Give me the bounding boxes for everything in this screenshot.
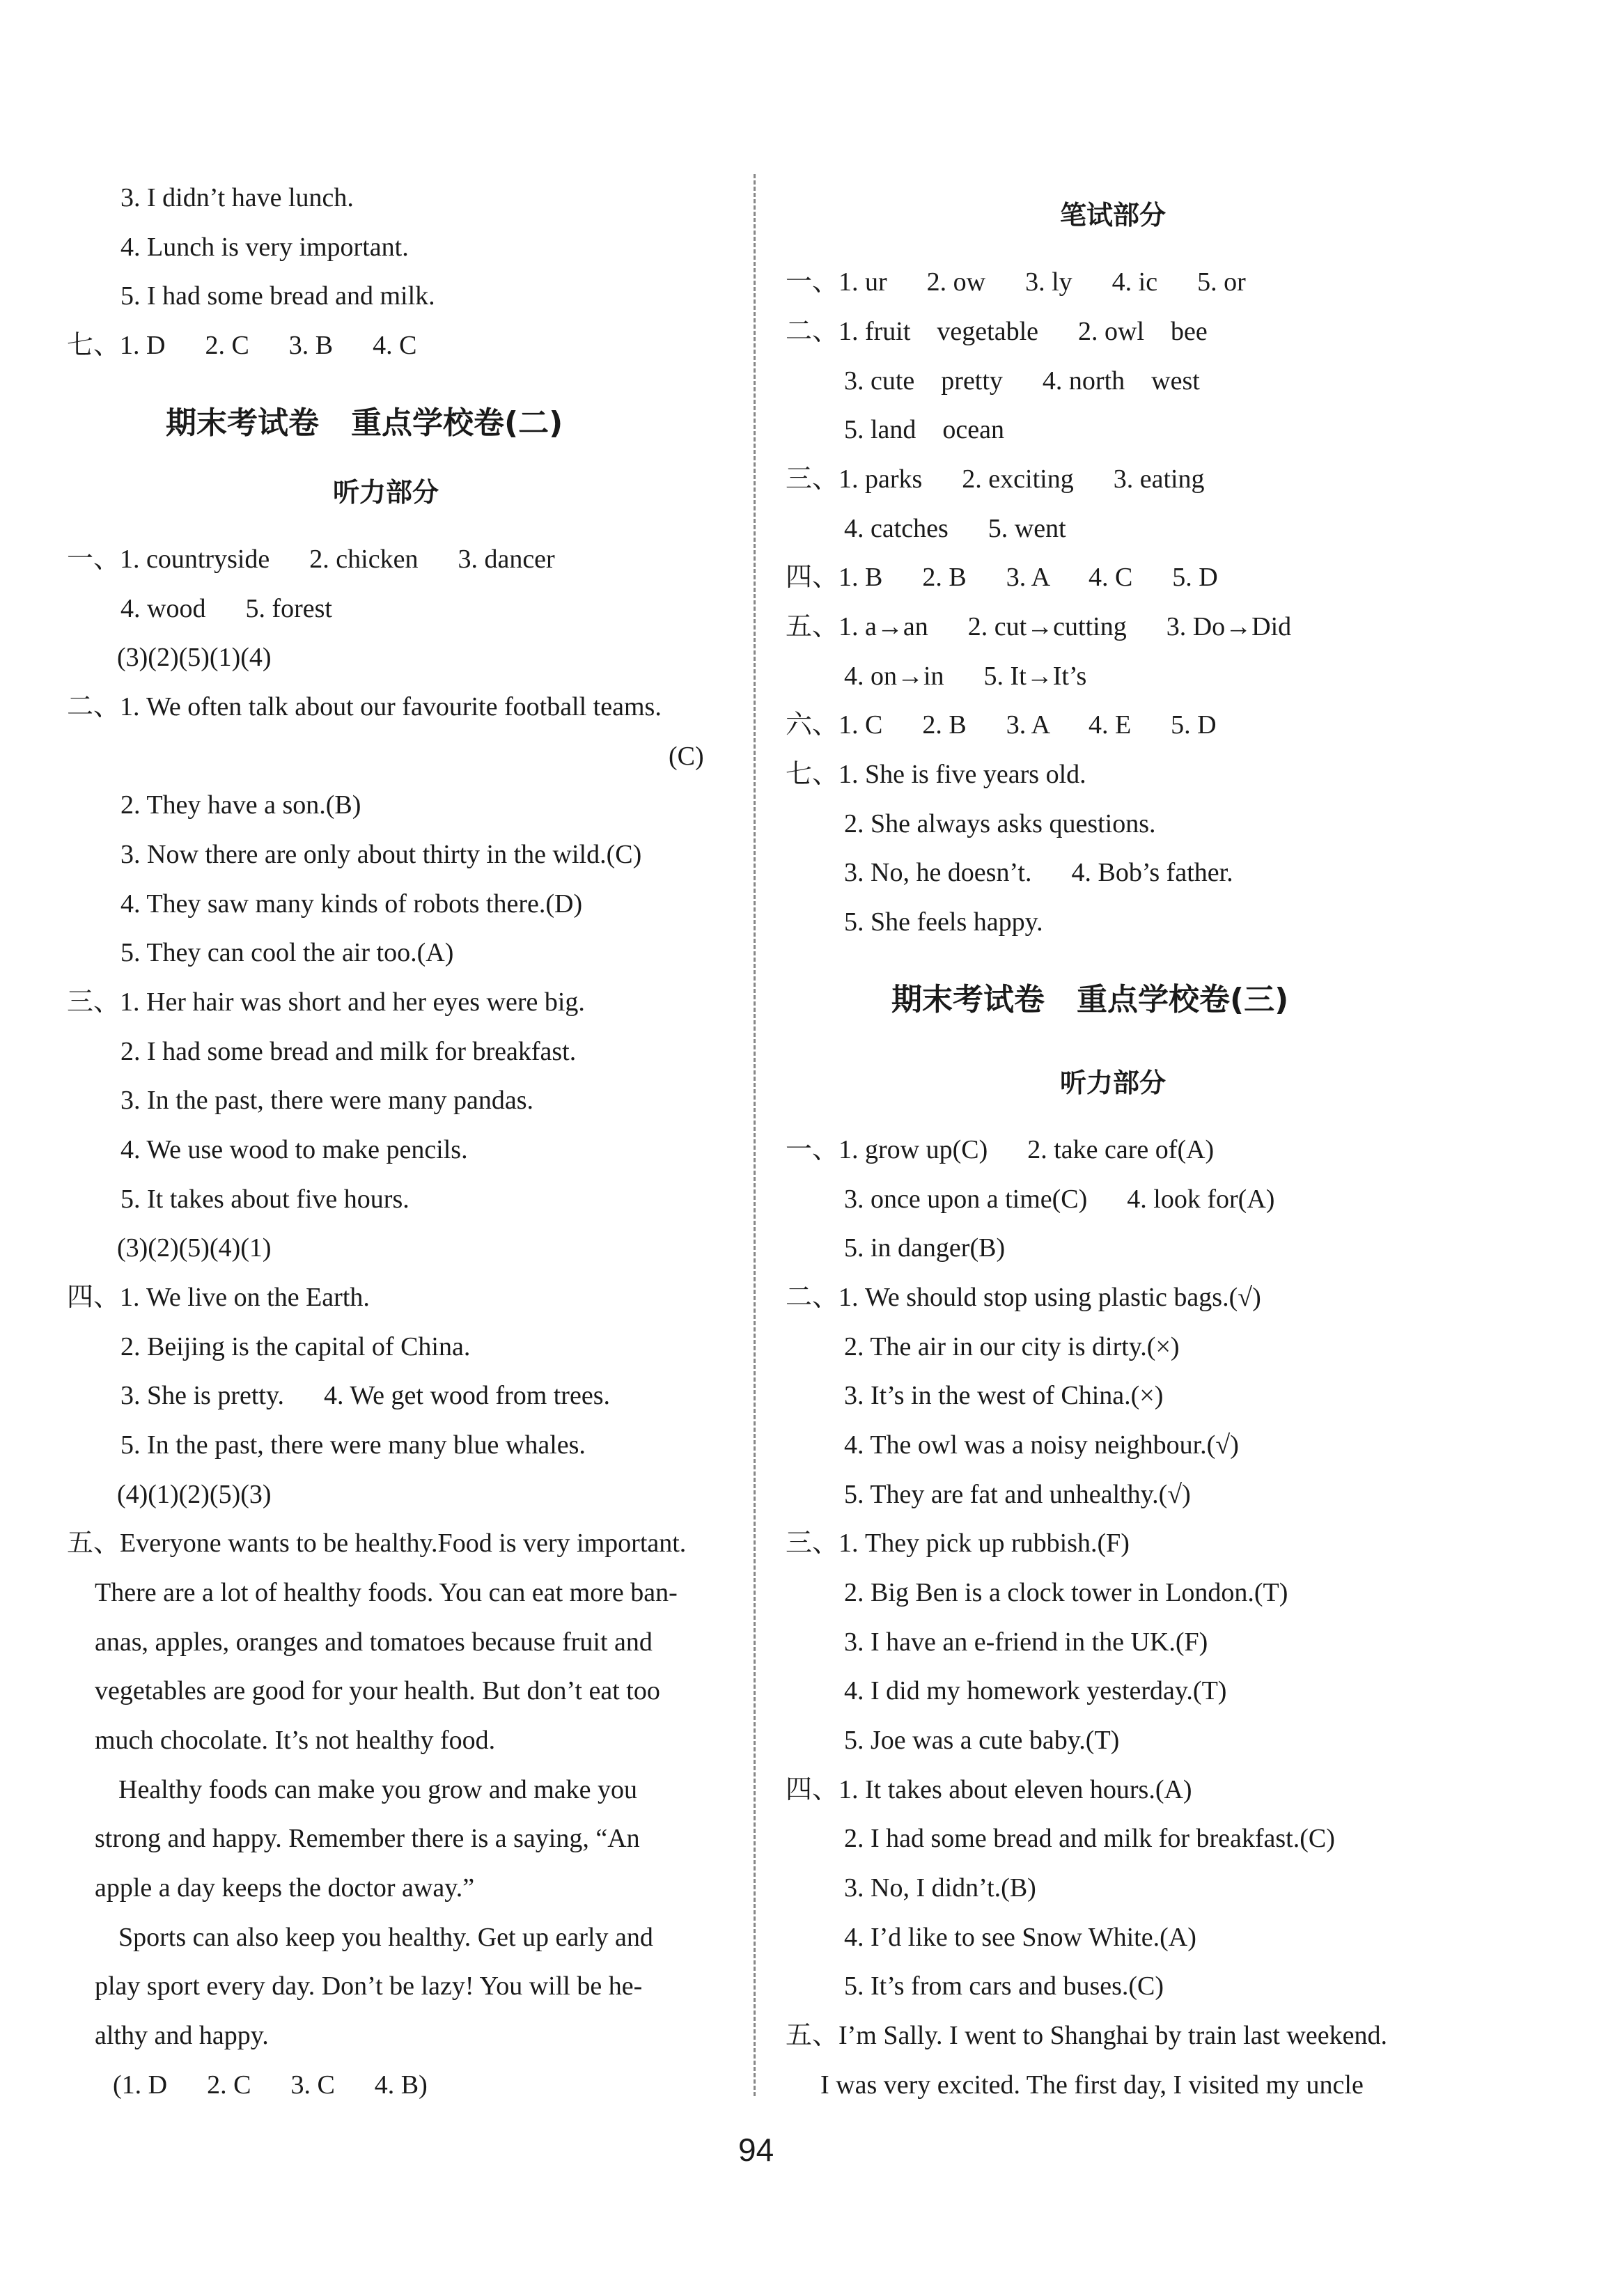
section-subtitle: 笔试部分 — [1060, 200, 1167, 231]
answer-line: (4)(1)(2)(5)(3) — [117, 1480, 272, 1509]
section-subtitle: 听力部分 — [333, 477, 439, 508]
answer-line: 3. No, he doesn’t. 4. Bob’s father. — [844, 858, 1233, 887]
answer-line: 3. cute pretty 4. north west — [844, 366, 1200, 396]
answer-line: 5. Joe was a cute baby.(T) — [844, 1726, 1120, 1755]
answer-line: 4. We use wood to make pencils. — [120, 1135, 468, 1164]
answer-line: play sport every day. Don’t be lazy! You will be he- — [95, 1971, 643, 2001]
answer-line: 2. The air in our city is dirty.(×) — [844, 1332, 1180, 1361]
answer-line: 3. I have an e-friend in the UK.(F) — [844, 1627, 1208, 1657]
answer-line: anas, apples, oranges and tomatoes because fruit and — [95, 1627, 653, 1657]
answer-line: Sports can also keep you healthy. Get up early and — [118, 1923, 653, 1952]
answer-line: 3. once upon a time(C) 4. look for(A) — [844, 1185, 1275, 1214]
answer-line: 四、1. B 2. B 3. A 4. C 5. D — [786, 563, 1218, 592]
answer-line: 4. Lunch is very important. — [120, 233, 409, 262]
answer-line: 二、1. We should stop using plastic bags.(√) — [786, 1283, 1261, 1312]
answer-line: 2. I had some bread and milk for breakfast. — [120, 1037, 577, 1066]
answer-line: 五、I’m Sally. I went to Shanghai by train last weekend. — [786, 2021, 1387, 2050]
answer-line: 3. It’s in the west of China.(×) — [844, 1381, 1164, 1410]
answer-line: vegetables are good for your health. But don’t eat too — [95, 1676, 660, 1705]
answer-line: 5. It’s from cars and buses.(C) — [844, 1971, 1164, 2001]
answer-line: 4. on→in 5. It→It’s — [844, 662, 1087, 691]
answer-line: 四、1. We live on the Earth. — [67, 1283, 370, 1312]
page-number: 94 — [738, 2132, 774, 2168]
answer-line: 3. In the past, there were many pandas. — [120, 1086, 534, 1115]
answer-line: There are a lot of healthy foods. You can eat more ban- — [95, 1578, 678, 1607]
answer-line: 5. In the past, there were many blue whales. — [120, 1430, 586, 1460]
answer-line: 4. The owl was a noisy neighbour.(√) — [844, 1430, 1239, 1460]
answer-line: (C) — [669, 742, 704, 771]
answer-line: 5. in danger(B) — [844, 1233, 1006, 1263]
answer-line: 3. No, I didn’t.(B) — [844, 1873, 1036, 1903]
answer-line: 2. They have a son.(B) — [120, 790, 361, 820]
answer-line: 4. catches 5. went — [844, 514, 1066, 543]
answer-line: 2. Beijing is the capital of China. — [120, 1332, 471, 1361]
section-subtitle: 听力部分 — [1060, 1068, 1167, 1098]
answer-line: 二、1. fruit vegetable 2. owl bee — [786, 317, 1208, 346]
answer-line: 2. Big Ben is a clock tower in London.(T) — [844, 1578, 1288, 1607]
answer-line: 七、1. She is five years old. — [786, 760, 1086, 789]
answer-line: 3. She is pretty. 4. We get wood from trees. — [120, 1381, 610, 1410]
answer-line: (3)(2)(5)(1)(4) — [117, 643, 272, 672]
answer-line: 2. She always asks questions. — [844, 809, 1156, 838]
answer-line: 四、1. It takes about eleven hours.(A) — [786, 1775, 1192, 1804]
section-title: 期末考试卷 重点学校卷(三) — [891, 982, 1289, 1017]
answer-line: 4. wood 5. forest — [120, 594, 332, 623]
answer-line: 六、1. C 2. B 3. A 4. E 5. D — [786, 710, 1217, 740]
answer-line: 3. I didn’t have lunch. — [120, 183, 354, 212]
answer-line: 3. Now there are only about thirty in the wild.(C) — [120, 840, 642, 869]
answer-line: 一、1. grow up(C) 2. take care of(A) — [786, 1135, 1215, 1164]
answer-line: 5. It takes about five hours. — [120, 1185, 409, 1214]
answer-line: I was very excited. The first day, I visited my uncle — [820, 2070, 1364, 2100]
answer-line: (1. D 2. C 3. C 4. B) — [113, 2070, 428, 2100]
answer-line: 三、1. They pick up rubbish.(F) — [786, 1529, 1130, 1558]
answer-line: 5. They can cool the air too.(A) — [120, 938, 454, 967]
answer-line: 一、1. countryside 2. chicken 3. dancer — [67, 545, 555, 574]
answer-line: Healthy foods can make you grow and make you — [118, 1775, 638, 1804]
answer-line: 5. land ocean — [844, 415, 1005, 444]
answer-line: strong and happy. Remember there is a saying, “An — [95, 1824, 640, 1853]
answer-line: 5. They are fat and unhealthy.(√) — [844, 1480, 1191, 1509]
answer-line: (3)(2)(5)(4)(1) — [117, 1233, 272, 1263]
answer-line: 三、1. Her hair was short and her eyes were big. — [67, 987, 585, 1017]
answer-line: 5. I had some bread and milk. — [120, 281, 435, 311]
column-divider — [754, 174, 756, 2096]
answer-line: 4. They saw many kinds of robots there.(D) — [120, 889, 583, 919]
answer-line: 五、1. a→an 2. cut→cutting 3. Do→Did — [786, 612, 1292, 641]
answer-line: 二、1. We often talk about our favourite football teams. — [67, 692, 662, 721]
answer-line: much chocolate. It’s not healthy food. — [95, 1726, 496, 1755]
answer-line: althy and happy. — [95, 2021, 269, 2050]
answer-line: apple a day keeps the doctor away.” — [95, 1873, 475, 1903]
answer-line: 七、1. D 2. C 3. B 4. C — [67, 331, 417, 360]
answer-line: 5. She feels happy. — [844, 907, 1043, 937]
answer-line: 五、Everyone wants to be healthy.Food is very important. — [67, 1529, 687, 1558]
section-title: 期末考试卷 重点学校卷(二) — [166, 405, 563, 441]
answer-line: 三、1. parks 2. exciting 3. eating — [786, 464, 1205, 494]
answer-line: 一、1. ur 2. ow 3. ly 4. ic 5. or — [786, 267, 1246, 297]
answer-line: 4. I did my homework yesterday.(T) — [844, 1676, 1227, 1705]
answer-line: 4. I’d like to see Snow White.(A) — [844, 1923, 1196, 1952]
answer-line: 2. I had some bread and milk for breakfast.(C) — [844, 1824, 1335, 1853]
